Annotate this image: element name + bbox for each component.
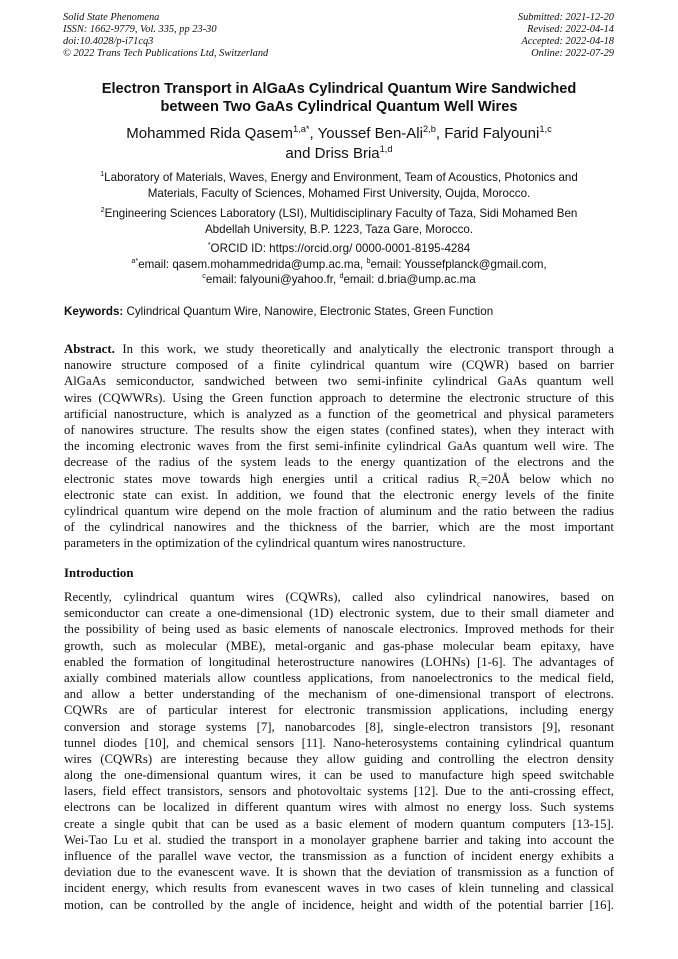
keywords-text: Cylindrical Quantum Wire, Nanowire, Electronic States, Green Function [123, 305, 494, 318]
paragraph-line: create a single qubit that can be used as a basic element of modern quantum computers [13-15]. [64, 816, 614, 831]
orcid-link[interactable]: ORCID ID: https://orcid.org/ 0000-0001-8195-4284 [210, 242, 471, 255]
author-name: and Driss Bria [285, 145, 380, 162]
abstract-line: wires (CQWWRs). Using the Green function approach to determine the electronic structure of this [64, 390, 614, 405]
paragraph-line: Wei-Tao Lu et al. studied the transport in a monolayer graphene barrier and taking into account the [64, 832, 614, 847]
affiliation-1 [55, 170, 623, 201]
abstract-label: Abstract. [64, 342, 115, 356]
email-marker: d [339, 271, 344, 281]
abstract-line: nanowire structure composed of a finite cylindrical quantum wire (CQWR) based on barrier [64, 358, 614, 373]
abstract [64, 341, 614, 551]
paragraph-line: the possibility of being used as basic elements of nanoscale electronics. Improved methods for their [64, 622, 614, 637]
paragraph-line: along the one-dimensional quantum wires, it can be used to manufacture high speed switchable [64, 768, 614, 783]
paragraph-line: enabled the formation of longitudinal heterostructure nanowires (LOHNs) [1-6]. The advantages of [64, 654, 614, 669]
paragraph-line: and allow a better understanding of the mechanism of one-dimensional transport of electrons. [64, 687, 614, 702]
abstract-line: of nanowires structure. The results show the eigen states (confined states), when they interact with [64, 422, 614, 437]
author-name: Farid Falyouni [444, 125, 540, 142]
author-list: Mohammed Rida Qasem$^{1,a*}$, Youssef Ben-Ali$^{2,b}$, Farid Falyouni$^{1,c}$ and Driss Bria$^{1,d}$ [126, 124, 552, 162]
online-date: Online: 2022-07-29 [531, 48, 614, 59]
affiliation-text: Laboratory of Materials, Waves, Energy and Environment, Team of Acoustics, Photonics and [104, 171, 578, 184]
paragraph-line: deviation due to the evanescent wave. It is shown that the deviation of transmission as a function of [64, 865, 614, 880]
affiliation-text: Abdellah University, B.P. 1223, Taza Gare, Morocco. [204, 222, 474, 236]
abstract-text: electronic states move towards high energies until a critical radius R [64, 471, 478, 486]
keywords [64, 305, 493, 318]
abstract-line: artificial nanostructure, which is analyzed as a function of the geometrical and physical parameters [64, 406, 614, 421]
paragraph-line: growth, such as molecular (MBE), metal-organic and gas-phase molecular beam epitaxy, have [64, 638, 614, 653]
affiliation-text: Materials, Faculty of Sciences, Mohamed First University, Oujda, Morocco. [147, 186, 531, 200]
author-affiliation-marker: 2,b [422, 124, 436, 134]
email-link[interactable]: email: d.bria@ump.ac.ma [343, 273, 476, 286]
affiliation-text: Engineering Sciences Laboratory (LSI), Multidisciplinary Faculty of Taza, Sidi Mohamed Ben [104, 207, 578, 220]
abstract-line: electronic state can exist. In addition, we found that the electronic energy levels of the finite [64, 487, 614, 502]
keywords-label: Keywords: [64, 305, 124, 318]
title-line: Electron Transport in AlGaAs Cylindrical Quantum Wire Sandwiched [101, 81, 577, 97]
copyright: © 2022 Trans Tech Publications Ltd, Switzerland [63, 48, 269, 59]
section-heading-introduction: Introduction [64, 566, 134, 580]
paragraph-line: CQWRs are of particular interest for electronic transmission applications, including energy [64, 703, 614, 718]
abstract-line: parameters in the optimization of the cylindrical quantum wires nanostructure. [64, 536, 466, 551]
email-link[interactable]: email: qasem.mohammedrida@ump.ac.ma, [138, 257, 367, 271]
journal-name: Solid State Phenomena [63, 12, 160, 23]
paragraph-line: wires (CQWRs) are interesting because they allow guiding and controlling the electron density [64, 751, 614, 766]
paragraph-line: axially combined materials allow countless applications, from nanoelectronics to the medical field, [64, 670, 614, 685]
paper-title [40, 80, 638, 116]
accepted-date: Accepted: 2022-04-18 [521, 36, 614, 47]
paragraph-line: conversion and storage systems [7], nanobarcodes [8], single-electron transistors [9], resonant [64, 719, 614, 734]
affiliation-2 [55, 206, 623, 237]
abstract-line: AlGaAs semiconductor, sandwiched between two semi-infinite cylindrical GaAs quantum well [64, 374, 614, 389]
affiliation-marker: 1 [100, 169, 105, 179]
submission-dates [518, 12, 614, 60]
subscript-c: c [477, 479, 481, 489]
paragraph-line: motion, can be controlled by the angle of incidence, height and width of the potential barrier [16]. [64, 897, 614, 912]
author-affiliation-marker: 1,a* [293, 124, 310, 134]
email-marker: b [366, 255, 371, 265]
paragraph-line: Recently, cylindrical quantum wires (CQWRs), called also cylindrical nanowires, based on [64, 590, 614, 604]
paragraph-line: semiconductor can create a one-dimensional (1D) electronic system, due to their small diameter and [64, 606, 614, 621]
revised-date: Revised: 2022-04-14 [527, 24, 614, 35]
abstract-line: of the cylindrical nanowires and the thickness of the barrier, which are the most important [64, 520, 614, 535]
affiliation-marker: 2 [100, 205, 105, 215]
contact-info [55, 241, 623, 288]
author-affiliation-marker: 1,c [539, 124, 552, 134]
introduction-body [64, 589, 614, 913]
title-line: between Two GaAs Cylindrical Quantum Well Wires [160, 99, 518, 115]
email-link[interactable]: email: Youssefplanck@gmail.com, [370, 257, 547, 271]
email-link[interactable]: email: falyouni@yahoo.fr, [205, 273, 340, 286]
abstract-line [64, 471, 614, 487]
abstract-line: cylindrical quantum wire depend on the mole fraction of aluminum and the ratio between the radius [64, 503, 614, 518]
journal-info [63, 12, 268, 60]
issn: ISSN: 1662-9779, Vol. 335, pp 23-30 [63, 24, 217, 35]
submitted-date: Submitted: 2021-12-20 [517, 12, 614, 23]
paragraph-line: electrons can be localized in different quantum wires with almost no energy loss. Such systems [64, 800, 614, 815]
abstract-line: decrease of the radius of the system leads to the energy quantization of the electrons and the [64, 455, 614, 470]
email-marker: a* [131, 255, 139, 265]
paragraph-line: influence of the parallel wave vector, the transmission as a function of incident energy exhibits a [64, 849, 614, 863]
abstract-line: In this work, we study theoretically and analytically the electronic transport through a [114, 342, 614, 356]
paragraph-line: tunnel diodes [10], and chemical sensors [11]. Nano-heterosystems containing cylindrical quantum [64, 735, 614, 750]
email-marker: c [202, 271, 206, 281]
author-name: Youssef Ben-Ali [317, 125, 423, 142]
author-affiliation-marker: 1,d [379, 144, 393, 154]
paragraph-line: lasers, field effect transistors, sensors and photovoltaic systems [12]. Due to the anti-crossing effect, [64, 784, 614, 799]
orcid-marker: * [207, 240, 211, 250]
abstract-text: =20Å below which no [480, 471, 614, 486]
author-name: Mohammed Rida Qasem [126, 125, 293, 142]
paragraph-line: incident energy, which results from evanescent waves in two cases of klein tunneling and classical [64, 881, 614, 896]
doi: doi:10.4028/p-i71cq3 [63, 36, 154, 47]
abstract-line: the incoming electronic waves from the first semi-infinite cylindrical GaAs quantum well wire. The [64, 439, 614, 454]
